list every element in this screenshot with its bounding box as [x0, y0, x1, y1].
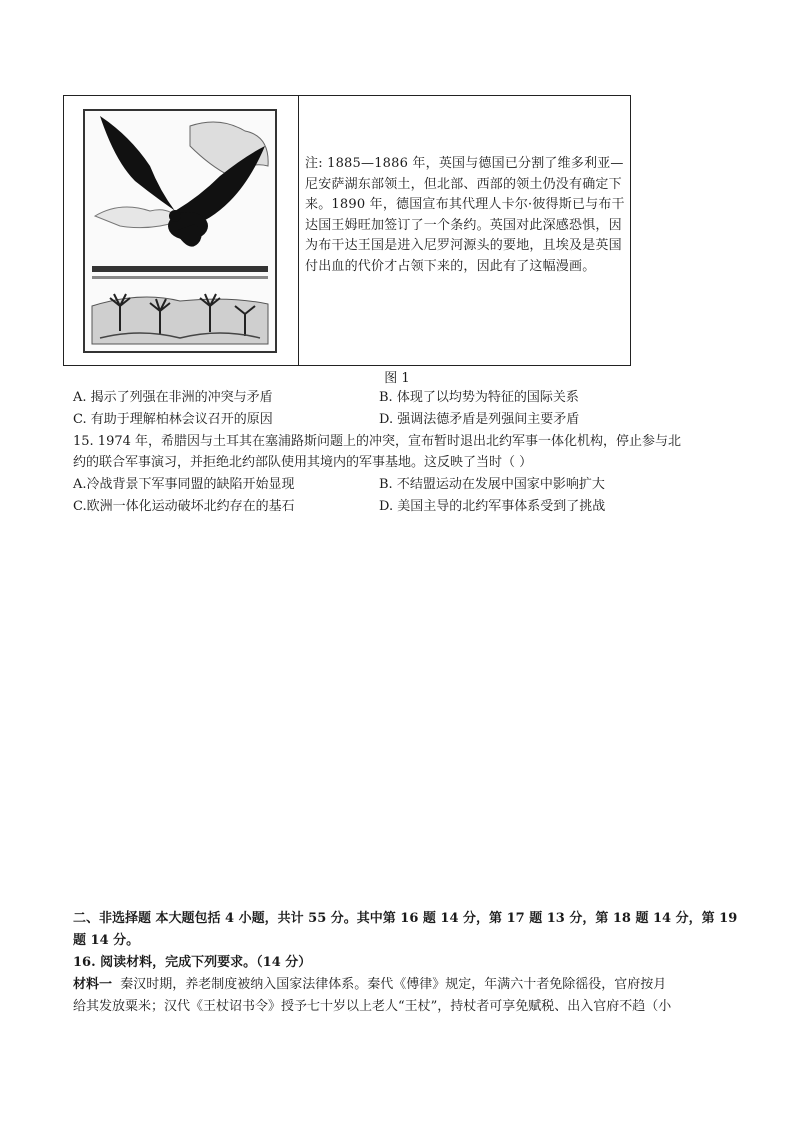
q15-option-b: B. 不结盟运动在发展中国家中影响扩大 [379, 477, 605, 492]
q14-option-b: B. 体现了以均势为特征的国际关系 [379, 390, 579, 405]
figure-table [63, 95, 631, 366]
q15-option-d: D. 美国主导的北约军事体系受到了挑战 [379, 499, 606, 514]
q14-option-d: D. 强调法德矛盾是列强间主要矛盾 [379, 412, 580, 427]
q16-material-line1 [73, 975, 666, 995]
q14-option-c: C. 有助于理解柏林会议召开的原因 [73, 412, 273, 427]
figure-note: 注: 1885—1886 年，英国与德国已分割了维多利亚—尼安萨湖东部领土，但北部、西部的领土仍没有确定下来。1890 年，德国宣布其代理人卡尔·彼得斯已与布干达国王姆旺加签订了一个条约。英国对此深感恐惧，因为布干达王国是进入尼罗河源头的要地，且埃及是英国付出血的代价才占领下来的，因此有了这幅漫画。 [305, 156, 625, 274]
q14-option-a: A. 揭示了列强在非洲的冲突与矛盾 [73, 390, 273, 405]
cartoon-cell [64, 96, 299, 365]
q15-option-a: A.冷战背景下军事同盟的缺陷开始显现 [73, 477, 295, 492]
figure-caption: 图 1 [384, 371, 410, 386]
q15-option-c: C.欧洲一体化运动破坏北约存在的基石 [73, 499, 295, 514]
eagle-cartoon-image [80, 106, 280, 356]
section2-heading-line1: 二、非选择题 本大题包括 4 小题，共计 55 分。其中第 16 题 14 分，第 17 题 13 分，第 18 题 14 分，第 19 [73, 911, 738, 926]
q15-stem-line1: 15. 1974 年，希腊因与土耳其在塞浦路斯问题上的冲突，宣布暂时退出北约军事一体化机构，停止参与北 [73, 434, 682, 449]
q16-material-label: 材料一 [73, 977, 113, 992]
q16-material-text1: 秦汉时期，养老制度被纳入国家法律体系。秦代《傅律》规定，年满六十者免除徭役，官府按月 [120, 977, 667, 992]
section2-heading-line2: 题 14 分。 [73, 933, 140, 948]
q16-material-line2: 给其发放粟米；汉代《王杖诏书令》授予七十岁以上老人“王杖”，持杖者可享免赋税、出入官府不趋（小 [73, 999, 672, 1014]
q16-title: 16. 阅读材料，完成下列要求。（14 分） [73, 955, 312, 970]
q15-stem-line2: 约的联合军事演习，并拒绝北约部队使用其境内的军事基地。这反映了当时（ ） [73, 455, 533, 470]
